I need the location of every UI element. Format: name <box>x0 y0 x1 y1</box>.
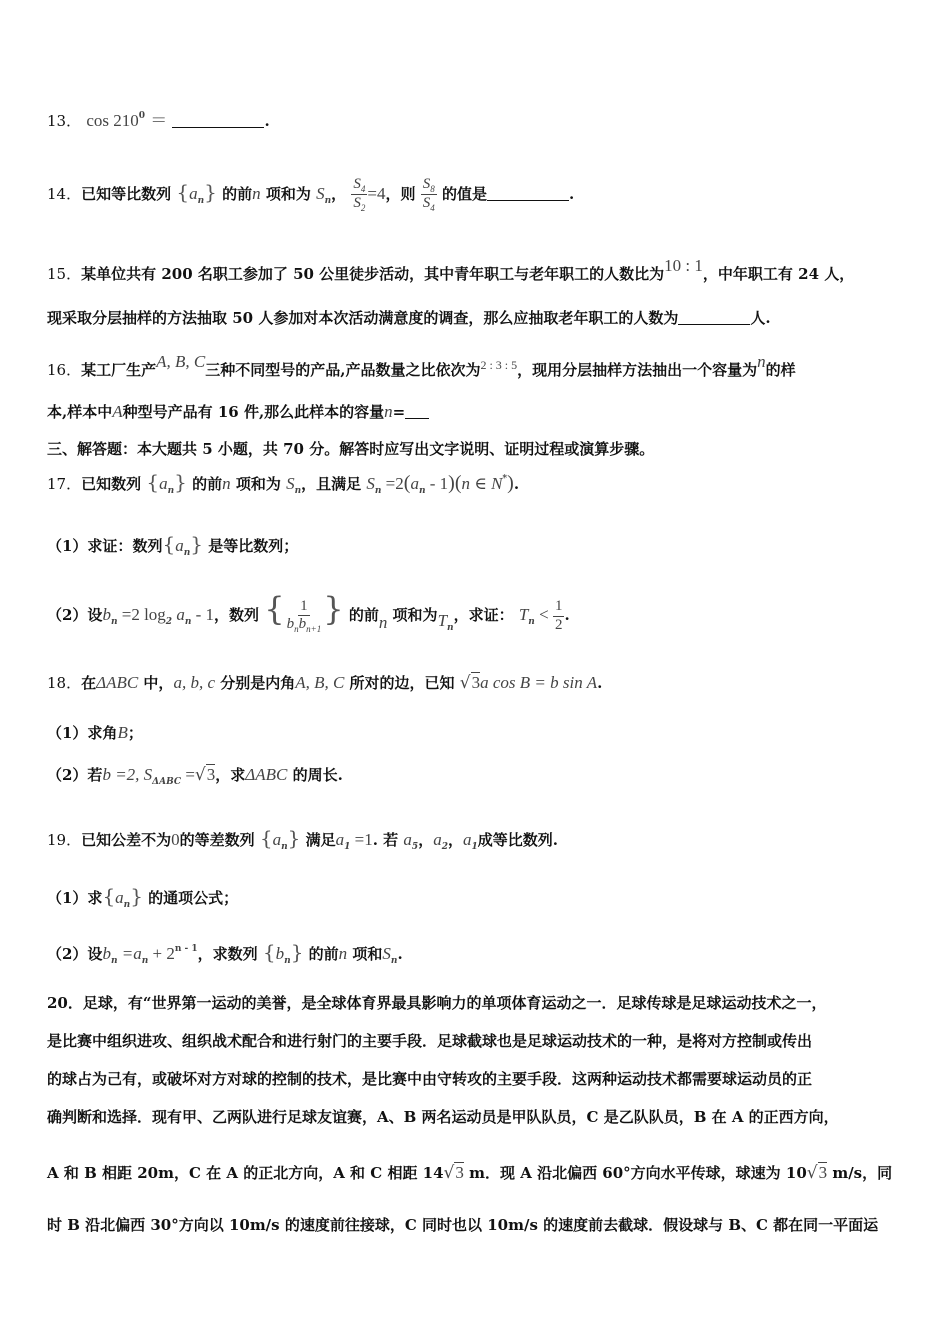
question-17-part-1: （1）求证：数列$\{a_n\}$ 是等比数列； <box>47 532 299 558</box>
math-expression: =a <box>117 944 142 963</box>
question-text: ，求 <box>215 766 246 784</box>
question-text: 的前 <box>303 945 339 963</box>
sqrt-symbol: √ <box>443 1163 455 1183</box>
section-heading: 三、解答题：本大题共 5 小题，共 70 分。解答时应写出文字说明、证明过程或演算步骤。 <box>47 440 655 458</box>
brace-right: } <box>290 940 304 964</box>
math-var: b <box>275 944 285 963</box>
math-radicand: 3 <box>818 1163 828 1182</box>
question-15-line-2 <box>47 307 910 328</box>
math-var: A <box>112 402 123 421</box>
punctuation: ， <box>331 184 347 203</box>
punctuation: ； <box>127 724 143 742</box>
fraction-s4-s2 <box>351 176 367 214</box>
answer-blank[interactable] <box>172 127 264 128</box>
math-var: A, B, C <box>295 673 345 692</box>
brace-right: } <box>190 532 203 556</box>
question-text: 项和为 <box>260 184 311 203</box>
math-expression: =2 <box>381 474 404 493</box>
punctuation: . <box>513 475 520 493</box>
question-18-part-2 <box>47 764 910 787</box>
sqrt-symbol: √ <box>459 673 471 693</box>
math-radicand: 3 <box>206 765 216 784</box>
question-20-line-3: 的球占为己有，或破坏对方对球的控制的技术，是比赛中由守转攻的主要手段．这两种运动技术都需要球运动员的正 <box>47 1070 813 1088</box>
question-16-line-2 <box>47 401 910 422</box>
fraction-half <box>553 598 565 634</box>
question-text: ，求数列 <box>197 945 258 963</box>
question-text: 成等比数列. <box>477 831 558 849</box>
math-expression: cos 210 <box>86 111 139 130</box>
question-18 <box>47 672 910 693</box>
question-text: 满足 <box>305 831 336 849</box>
math-subscript: 1 <box>471 842 478 852</box>
math-radicand: 3 <box>455 1163 464 1182</box>
math-subscript: 1 <box>344 842 351 852</box>
question-20-line-6: 时 B 沿北偏西 30°方向以 10m/s 的速度前往接球，C 同时也以 10m/s 的速度前去截球．假设球与 B、C 都在同一平面运 <box>47 1216 879 1234</box>
punctuation: . <box>597 674 603 692</box>
math-var: S <box>286 474 295 493</box>
math-superscript: n - 1 <box>174 944 198 954</box>
frac-den: 2 <box>554 616 563 633</box>
question-17-part-2: （2）设$b_n =2$ $\log_2 a_n - 1$，数列 { $\frac{1}{b_nb_{n+1}}$ } 的前n 项和为$T_n$，求证： $T_n$ < $\frac{1}{2}$ . <box>47 590 570 634</box>
math-equals: ＝ <box>150 111 168 130</box>
math-subscript: n+1 <box>306 623 322 634</box>
question-number: 19． <box>47 831 82 849</box>
math-var: ΔABC <box>96 673 139 692</box>
question-text: 已知等比数列 <box>81 184 172 203</box>
math-var: a <box>335 830 345 849</box>
question-19 <box>47 826 910 852</box>
punctuation: . <box>397 945 403 963</box>
punctuation: ， <box>418 831 434 849</box>
frac-num: 1 <box>553 598 565 616</box>
math-expression: =2 log <box>117 605 166 624</box>
frac-num: S <box>353 176 361 192</box>
frac-num: S <box>422 176 431 192</box>
math-radicand: 3 <box>471 673 481 692</box>
math-expression: - 1 <box>191 605 215 624</box>
part-label: （1）求证：数列 <box>47 537 163 555</box>
question-text: 的前 <box>192 475 223 493</box>
brace-right: } <box>287 826 301 850</box>
part-label: （1）求角 <box>47 724 118 742</box>
math-var: a <box>433 830 442 849</box>
math-subscript: 4 <box>430 203 435 214</box>
math-var: S <box>382 944 391 963</box>
question-text: m/s，同 <box>827 1164 893 1182</box>
math-expression: a cos B = b sin A <box>480 673 598 692</box>
question-18-part-1 <box>47 722 910 743</box>
math-expression: - 1 <box>425 474 449 493</box>
math-subscript: 2 <box>360 203 366 214</box>
math-var: B <box>117 723 128 742</box>
question-text: 的通项公式； <box>142 889 239 907</box>
question-text: 已知数列 <box>81 475 142 493</box>
math-expression: =1 <box>350 830 373 849</box>
question-text: 本,样本中 <box>47 403 113 421</box>
question-20-line-4: 确判断和选择．现有甲、乙两队进行足球友谊赛，A、B 两名运动员是甲队队员，C 是乙队队员，B 在 A 的正西方向， <box>47 1108 839 1126</box>
brace-left: { <box>262 940 276 964</box>
question-20-line-5 <box>47 1162 910 1183</box>
math-var: n <box>222 474 231 493</box>
math-expression: + 2 <box>148 944 175 963</box>
math-var: n <box>338 944 348 963</box>
question-text: 已知公差不为 <box>81 831 172 849</box>
math-var: n <box>757 352 766 371</box>
math-subscript: 5 <box>411 842 419 852</box>
question-number: 14． <box>47 184 82 203</box>
math-var: S <box>366 474 375 493</box>
question-text: 人. <box>750 309 771 327</box>
brace-left: { <box>259 826 273 850</box>
brace-right: } <box>204 179 217 204</box>
question-text: 在 <box>81 674 97 692</box>
math-var: a <box>172 605 185 624</box>
question-number: 13． <box>47 112 82 130</box>
answer-blank[interactable] <box>487 200 569 201</box>
brace-left: { <box>264 590 285 628</box>
question-14 <box>47 176 910 214</box>
math-var: b <box>102 605 111 624</box>
math-subscript: 8 <box>430 184 435 194</box>
math-expression: b =2, S <box>102 765 153 784</box>
question-text: 所对的边，已知 <box>344 674 455 692</box>
question-text: 某单位共有 200 名职工参加了 50 公里徒步活动，其中青年职工与老年职工的人数比为 <box>81 265 665 283</box>
punctuation: . <box>568 184 575 203</box>
question-text: 的样 <box>765 361 796 379</box>
brace-left: { <box>146 470 160 494</box>
question-text: A 和 B 相距 20m，C 在 A 的正北方向，A 和 C 相距 14 <box>47 1164 444 1182</box>
question-text: 项和 <box>347 945 383 963</box>
math-var: n <box>252 183 261 203</box>
question-15-line-1 <box>47 256 910 284</box>
question-text: 中， <box>138 674 174 692</box>
question-text: 分别是内角 <box>214 674 296 692</box>
math-ratio: 2 : 3 : 5 <box>480 358 518 372</box>
sqrt-symbol: √ <box>194 765 206 785</box>
brace-left: { <box>176 179 190 204</box>
frac-den: b <box>298 615 307 632</box>
question-number: 17． <box>47 475 82 493</box>
math-subscript: ΔABC <box>152 777 182 787</box>
question-text: = <box>392 403 406 421</box>
question-20-line-1: 20．足球，有“世界第一运动的美誉，是全球体育界最具影响力的单项体育运动之一．足球传球是足球运动技术之一， <box>47 994 827 1012</box>
fraction-1-over-bnbn1: $\frac{1}{b_nb_{n+1}}$ <box>286 597 322 634</box>
question-text: 的前 <box>348 606 379 624</box>
math-subscript: 2 <box>165 617 173 627</box>
question-text: ，则 <box>385 184 416 203</box>
question-text: ，数列 <box>214 606 260 624</box>
brace-right: } <box>323 590 344 628</box>
question-text: 的等差数列 <box>179 831 255 849</box>
question-text: 的前 <box>222 184 253 203</box>
question-text: 种型号产品有 16 件,那么此样本的容量 <box>122 403 385 421</box>
math-var: a <box>410 474 419 493</box>
answer-blank[interactable] <box>405 418 429 419</box>
punctuation: . <box>564 606 570 624</box>
brace-right: } <box>130 884 143 908</box>
math-var: A, B, C <box>156 352 206 371</box>
math-subscript: n <box>197 195 205 206</box>
question-19-part-2: （2）设$b_n =a_n + 2^{n - 1}$，求数列 $\{b_n\}$ 的前n 项和$S_n$. <box>47 940 403 966</box>
math-lt: < <box>534 605 553 624</box>
math-var: b <box>102 944 111 963</box>
math-var: ΔABC <box>245 765 288 784</box>
question-number: 16． <box>47 361 82 379</box>
question-text: . 若 <box>372 831 399 849</box>
math-superscript: 0 <box>138 111 146 121</box>
part-label: （1）求 <box>47 889 103 907</box>
fraction-s8-s4 <box>421 176 437 214</box>
math-subscript: 4 <box>360 184 366 194</box>
question-20-line-2: 是比赛中组织进攻、组织战术配合和进行射门的主要手段．足球截球也是足球运动技术的一种，是将对方控制或传出 <box>47 1032 813 1050</box>
question-text: 的周长. <box>287 766 343 784</box>
math-number: 0 <box>171 830 180 849</box>
frac-den: b <box>286 615 295 632</box>
math-var: a <box>462 830 472 849</box>
brace-right: } <box>174 470 187 494</box>
math-ratio: 10 : 1 <box>664 256 703 275</box>
math-equals: =4 <box>367 183 386 203</box>
question-17: 17．已知数列 $\{a_n\}$ 的前n 项和为 $S_n$，且满足 $S_n =2(a_n - 1)(n$ ∈ N*). <box>47 470 520 496</box>
part-label: （2）设 <box>47 606 103 624</box>
math-var: a, b, c <box>173 673 215 692</box>
math-var: S <box>316 183 325 203</box>
question-text: 三种不同型号的产品,产品数量之比依次为 <box>205 361 481 379</box>
brace-left: { <box>102 884 116 908</box>
question-text: ，且满足 <box>301 475 362 493</box>
math-subscript: n <box>167 486 175 496</box>
question-text: ，求证： <box>453 606 514 624</box>
math-var: a <box>159 474 168 493</box>
brace-left: { <box>162 532 176 556</box>
question-text: 某工厂生产 <box>81 361 157 379</box>
frac-den: S <box>353 195 361 212</box>
question-text: ，中年职工有 24 人， <box>702 265 855 283</box>
part-label: （2）若 <box>47 766 103 784</box>
frac-den: S <box>422 195 431 212</box>
question-text: 项和为 <box>387 606 438 624</box>
punctuation: . <box>264 112 270 130</box>
question-text: ，现用分层抽样方法抽出一个容量为 <box>517 361 758 379</box>
math-superscript: * <box>502 474 508 484</box>
math-subscript: n <box>324 195 332 206</box>
math-var: a <box>403 830 412 849</box>
sqrt-symbol: √ <box>806 1163 818 1183</box>
question-text: 的值是 <box>436 184 487 203</box>
math-subscript: 2 <box>441 842 448 852</box>
question-text: 项和为 <box>230 475 281 493</box>
math-condition: n ∈ N <box>461 474 503 493</box>
question-text: 是等比数列； <box>202 537 299 555</box>
question-text: 现采取分层抽样的方法抽取 50 人参加对本次活动满意度的调查，那么应抽取老年职工的人数为 <box>47 309 679 327</box>
math-var: n <box>384 402 393 421</box>
question-13 <box>47 106 910 131</box>
math-subscript: n <box>281 842 288 852</box>
answer-blank[interactable] <box>678 324 750 325</box>
question-text: m．现 A 沿北偏西 60°方向水平传球，球速为 10 <box>463 1164 807 1182</box>
punctuation: ， <box>447 831 463 849</box>
question-number: 18． <box>47 674 82 692</box>
question-16-line-1 <box>47 352 910 380</box>
math-equals: = <box>181 765 195 784</box>
question-19-part-1: （1）求$\{a_n\}$ 的通项公式； <box>47 884 239 910</box>
frac-num: 1 <box>298 598 310 616</box>
math-var: a <box>189 183 198 203</box>
question-number: 15． <box>47 265 82 283</box>
part-label: （2）设 <box>47 945 103 963</box>
math-var: a <box>272 830 282 849</box>
math-var: T <box>437 611 448 630</box>
